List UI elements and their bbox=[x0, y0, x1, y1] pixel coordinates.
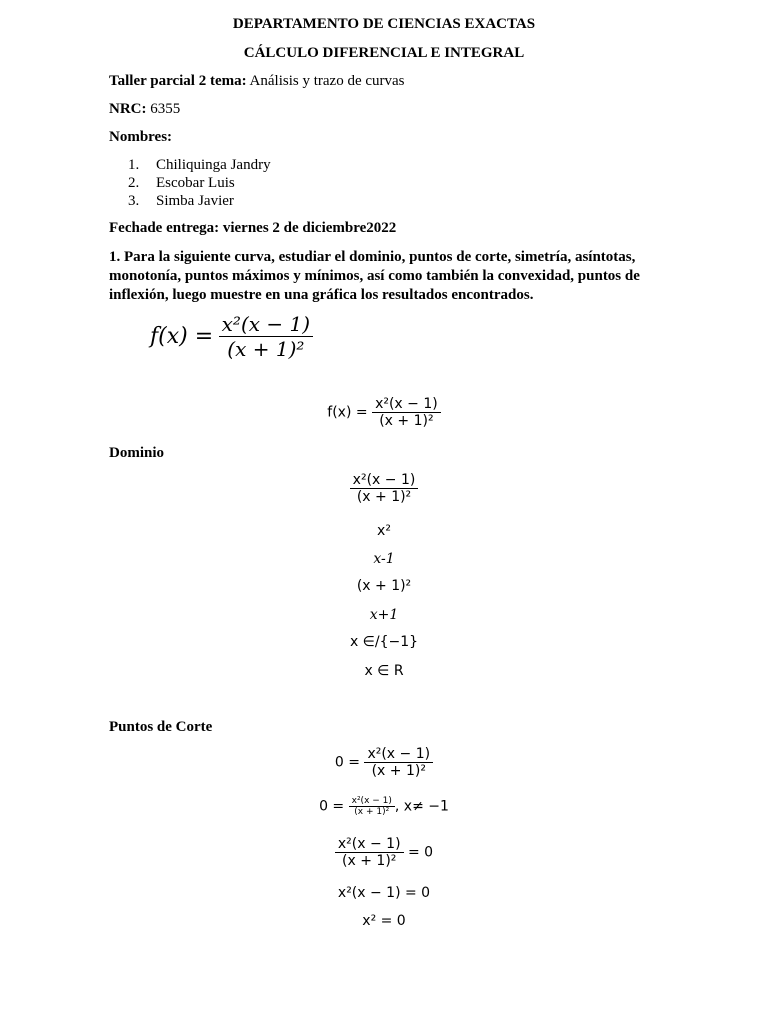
names-list bbox=[128, 156, 271, 210]
section-puntos-corte: Puntos de Corte bbox=[109, 719, 213, 735]
nrc-value: 6355 bbox=[146, 101, 181, 117]
taller-value: Análisis y trazo de curvas bbox=[246, 73, 405, 89]
course-title: CÁLCULO DIFERENCIAL E INTEGRAL bbox=[243, 45, 525, 61]
pc-eq3: $\frac{\text{x²(x − 1)}}{\text{(x + 1)²}}$ = 0 bbox=[0, 836, 768, 869]
dominio-xp1sq: (x + 1)² bbox=[356, 578, 412, 594]
nombres-label: Nombres: bbox=[109, 129, 173, 145]
section-dominio: Dominio bbox=[109, 445, 165, 461]
formula-image: f(x) = $\frac{\text{x²(x − 1)}}{\text{(x + 1)²}}$ bbox=[150, 312, 313, 361]
dominio-x2: x² bbox=[377, 523, 391, 539]
pc-eq1: 0 = $\frac{\text{x²(x − 1)}}{\text{(x + 1)²}}$ bbox=[0, 746, 768, 779]
dominio-fraction: $\frac{\text{x²(x − 1)}}{\text{(x + 1)²}}$ bbox=[0, 472, 768, 505]
pc-eq4: x²(x − 1) = 0 bbox=[337, 885, 431, 901]
dominio-notin: x ∈/{−1} bbox=[349, 634, 419, 650]
question-text: 1. Para la siguiente curva, estudiar el dominio, puntos de corte, simetría, asíntotas, monotonía, puntos máximos y mínimos, así como también la convexidad, puntos de inflexión, luego muestre en una gráfica los resultados encontrados. bbox=[109, 249, 640, 303]
pc-eq5: x² = 0 bbox=[362, 913, 406, 929]
taller-line bbox=[109, 73, 405, 90]
list-item: 1. Chiliquinga Jandry bbox=[128, 157, 271, 173]
taller-label: Taller parcial 2 tema: bbox=[109, 73, 247, 89]
fecha-entrega: Fechade entrega: viernes 2 de diciembre2022 bbox=[109, 220, 397, 236]
nrc-label: NRC: bbox=[109, 101, 147, 117]
formula-typeset: f(x) = $\frac{\text{x²(x − 1)}}{\text{(x + 1)²}}$ bbox=[0, 396, 768, 429]
pc-eq2: 0 = $\frac{\text{x²(x − 1)}}{\text{(x + 1)²}}$ , x≠ −1 bbox=[319, 796, 449, 817]
department-title: DEPARTAMENTO DE CIENCIAS EXACTAS bbox=[232, 16, 536, 32]
dominio-xp1: x+1 bbox=[369, 607, 399, 623]
list-item: 2. Escobar Luis bbox=[128, 175, 235, 191]
dominio-xm1: x-1 bbox=[373, 551, 395, 567]
nrc-line bbox=[109, 101, 180, 118]
dominio-inR: x ∈ R bbox=[364, 663, 404, 679]
list-item: 3. Simba Javier bbox=[128, 193, 234, 209]
